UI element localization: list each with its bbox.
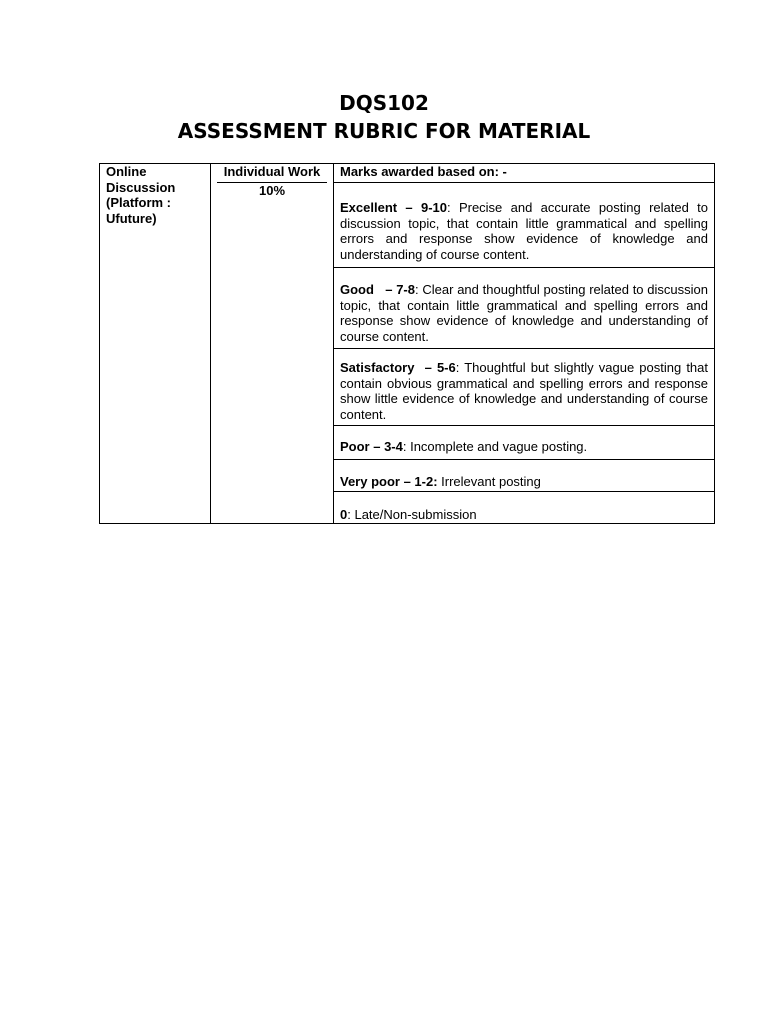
category-line: Ufuture) xyxy=(106,210,157,226)
level-label: Poor – 3-4 xyxy=(340,439,403,454)
level-excellent xyxy=(334,183,715,268)
document-title: ASSESSMENT RUBRIC FOR MATERIAL xyxy=(177,119,591,143)
level-description: : Thoughtful but slightly vague posting that contain obvious grammatical and spelling errors and response show little evidence of knowledge and understanding of course content. xyxy=(340,360,708,422)
level-description: : Precise and accurate posting related to discussion topic, that contain little grammatical and spelling errors and response show evidence of knowledge and understanding of course content. xyxy=(340,200,708,262)
level-satisfactory xyxy=(334,349,715,426)
level-label: Good – 7-8 xyxy=(340,282,415,297)
criteria-header: Marks awarded based on: - xyxy=(334,164,715,183)
work-type-header: Individual Work xyxy=(217,164,327,183)
work-type-cell xyxy=(211,164,334,524)
level-label: Satisfactory – 5-6 xyxy=(340,360,456,375)
level-description: : Incomplete and vague posting. xyxy=(402,439,588,454)
table-row xyxy=(100,164,715,183)
assessment-category-cell xyxy=(100,164,211,524)
level-good xyxy=(334,268,715,349)
category-line: Discussion xyxy=(106,179,176,195)
course-code: DQS102 xyxy=(339,91,429,115)
level-zero xyxy=(334,492,715,524)
level-description: : Clear and thoughtful posting related to discussion topic, that contain little grammatical and spelling errors and response show evidence of knowledge and understanding of course content. xyxy=(340,282,708,344)
level-description: Irrelevant posting xyxy=(437,474,541,489)
level-label: 0 xyxy=(340,507,348,522)
assessment-rubric-table xyxy=(99,163,715,524)
level-poor xyxy=(334,426,715,460)
category-line: (Platform : xyxy=(106,195,171,210)
level-description: : Late/Non-submission xyxy=(347,507,477,522)
category-line: Online xyxy=(106,164,147,179)
level-label: Excellent – 9-10 xyxy=(340,200,447,215)
level-very-poor xyxy=(334,460,715,492)
weightage-value: 10% xyxy=(258,183,286,198)
level-label: Very poor – 1-2: xyxy=(340,474,438,489)
title-block xyxy=(0,90,768,146)
